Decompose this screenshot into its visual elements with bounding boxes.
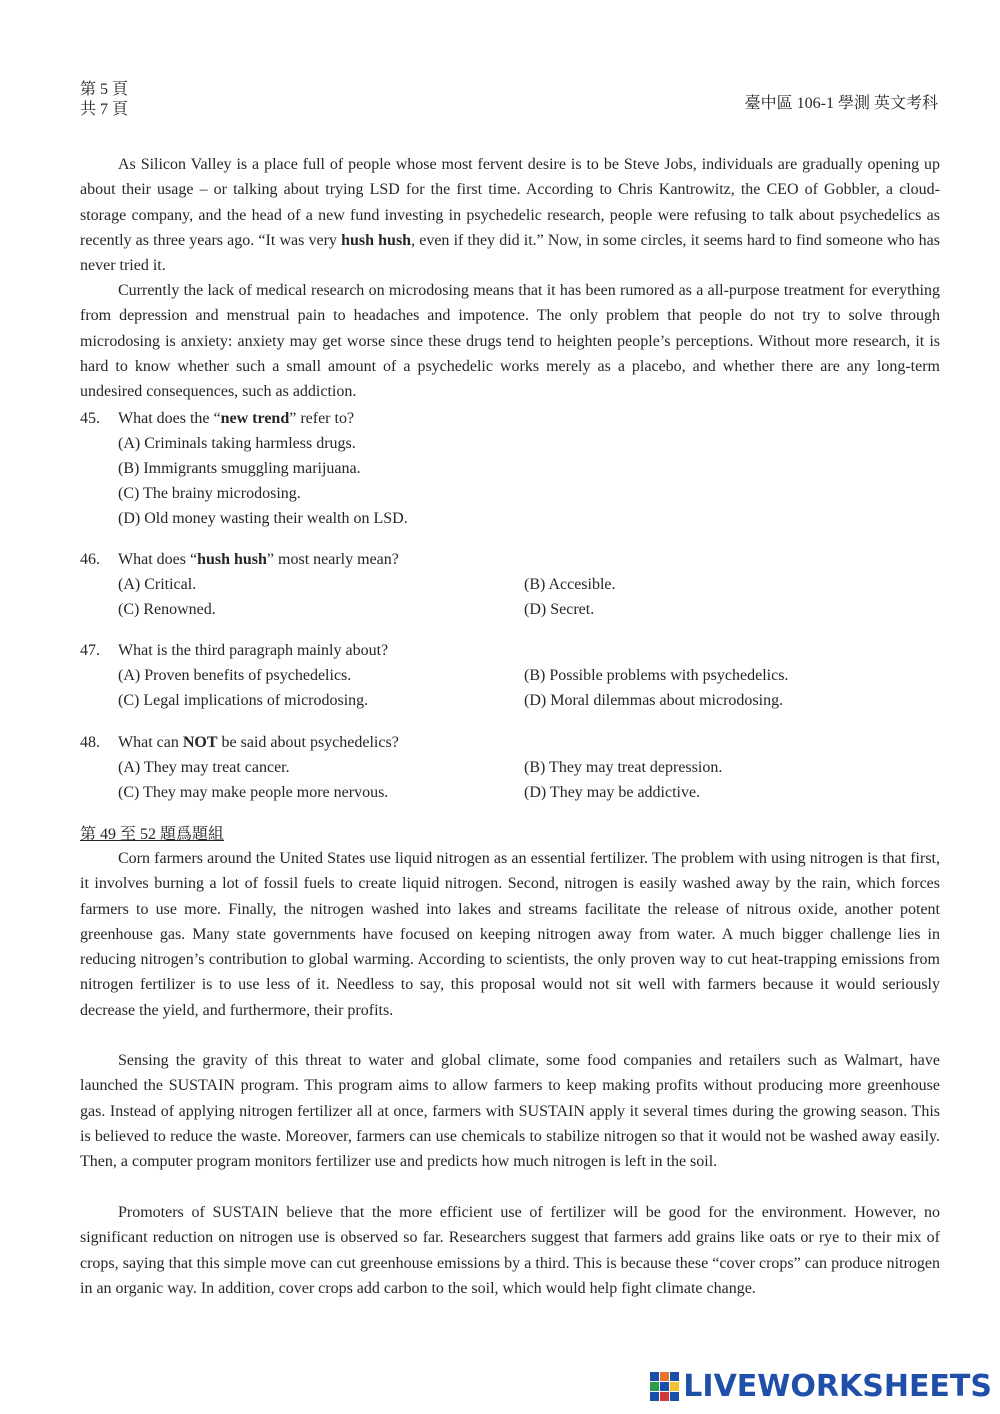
page-number-total: 共 7 頁	[80, 101, 129, 118]
watermark-text: LIVEWORKSHEETS	[683, 1368, 992, 1404]
option-46-c: (C) Renowned.	[118, 601, 216, 618]
passage1-paragraph-2: Currently the lack of medical research on microdosing means that it has been rumored as a all-purpose treatment for everything from depression and menstrual pain to headaches and impotence. The only problem that people do not try to solve through microdosing is anxiety: anxiety may get worse since these drugs tend to heighten people’s perceptions. Without more research, it is hard to know whether such a small amount of a psychedelic works merely as a placebo, and whether there are any long-term undesired consequences, such as addiction.	[80, 282, 940, 401]
passage2-paragraph-3: Promoters of SUSTAIN believe that the more efficient use of fertilizer will be good for the environment. However, no significant reduction on nitrogen use is observed so far. Researchers suggest that farmers add grains like oats or rye to their mix of crops, saying that this simple move can cut greenhouse emissions by a third. This is because these “cover crops” can produce nitrogen in an organic way. In addition, cover crops add carbon to the soil, which would help fight climate change.	[80, 1204, 940, 1297]
passage1-paragraph-1: As Silicon Valley is a place full of people whose most fervent desire is to be Steve Jobs, individuals are gradually opening up about their usage – or talking about trying LSD for the first time. According to Chris Kantrowitz, the CEO of Gobbler, a cloud-storage company, and the head of a new fund investing in psychedelic research, people were refusing to talk about psychedelics as recently as three years ago. “It was very hush hush, even if they did it.” Now, in some circles, it seems hard to find someone who has never tried it.	[80, 156, 941, 275]
passage2-paragraph-1: Corn farmers around the United States use liquid nitrogen as an essential fertilizer. The problem with using nitrogen is that first, it involves burning a lot of fossil fuels to create liquid nitrogen. Second, nitrogen is easily washed away by the rain, which forces farmers to use more. Finally, the nitrogen washed into lakes and streams facilitate the release of nitrous oxide, another potent greenhouse gas. Many state governments have focused on keeping nitrogen away from water. A much bigger challenge lies in reducing nitrogen’s contribution to global warming. According to scientists, the only proven way to cut heat-trapping emissions from nitrogen fertilizer is to use less of it. Needless to say, this proposal would not sit well with farmers because it would seriously decrease the yield, and furthermore, their profits.	[80, 850, 940, 1019]
passage2-paragraph-2: Sensing the gravity of this threat to water and global climate, some food companies and retailers such as Walmart, have launched the SUSTAIN program. This program aims to allow farmers to keep making profits without producing more greenhouse gas. Instead of applying nitrogen fertilizer all at once, farmers with SUSTAIN apply it several times during the growing season. This is believed to reduce the waste. Moreover, farmers can use chemicals to stabilize nitrogen so that it would not be washed away easily. Then, a computer program monitors fertilizer use and predicts how much nitrogen is left in the soil.	[80, 1052, 940, 1171]
option-45-b: (B) Immigrants smuggling marijuana.	[118, 460, 361, 477]
liveworksheets-watermark	[650, 1366, 992, 1406]
liveworksheets-logo-icon	[650, 1372, 679, 1401]
option-47-a: (A) Proven benefits of psychedelics.	[118, 667, 352, 684]
option-46-a: (A) Critical.	[118, 576, 197, 593]
option-47-d: (D) Moral dilemmas about microdosing.	[524, 692, 784, 709]
question-47: 47. What is the third paragraph mainly about? (A) Proven benefits of psychedelics. (B) Possible problems with psychedelics. (C) Legal implications of microdosing. (D) Moral dilemmas about microdosing.	[80, 638, 940, 713]
section-heading: 第 49 至 52 題爲題組	[80, 826, 225, 843]
question-48: 48. What can NOT be said about psychedelics? (A) They may treat cancer. (B) They may treat depression. (C) They may make people more nervous. (D) They may be addictive.	[80, 730, 940, 805]
option-46-b: (B) Accesible.	[524, 576, 616, 593]
option-47-c: (C) Legal implications of microdosing.	[118, 692, 369, 709]
option-45-d: (D) Old money wasting their wealth on LSD.	[118, 510, 408, 527]
option-46-d: (D) Secret.	[524, 601, 595, 618]
option-48-d: (D) They may be addictive.	[524, 784, 701, 801]
page-number-current: 第 5 頁	[80, 81, 129, 98]
option-45-a: (A) Criminals taking harmless drugs.	[118, 435, 356, 452]
option-45-c: (C) The brainy microdosing.	[118, 485, 301, 502]
option-48-c: (C) They may make people more nervous.	[118, 784, 389, 801]
option-48-b: (B) They may treat depression.	[524, 759, 723, 776]
option-47-b: (B) Possible problems with psychedelics.	[524, 667, 789, 684]
exam-title: 臺中區 106-1 學測 英文考科	[744, 95, 938, 112]
question-46: 46. What does “hush hush” most nearly mean? (A) Critical. (B) Accesible. (C) Renowned. (D) Secret.	[80, 547, 940, 622]
page-number	[80, 80, 128, 120]
option-48-a: (A) They may treat cancer.	[118, 759, 290, 776]
question-45: 45. What does the “new trend” refer to? (A) Criminals taking harmless drugs. (B) Immigrants smuggling marijuana. (C) The brainy microdosing. (D) Old money wasting their wealth on LSD.	[80, 406, 940, 531]
